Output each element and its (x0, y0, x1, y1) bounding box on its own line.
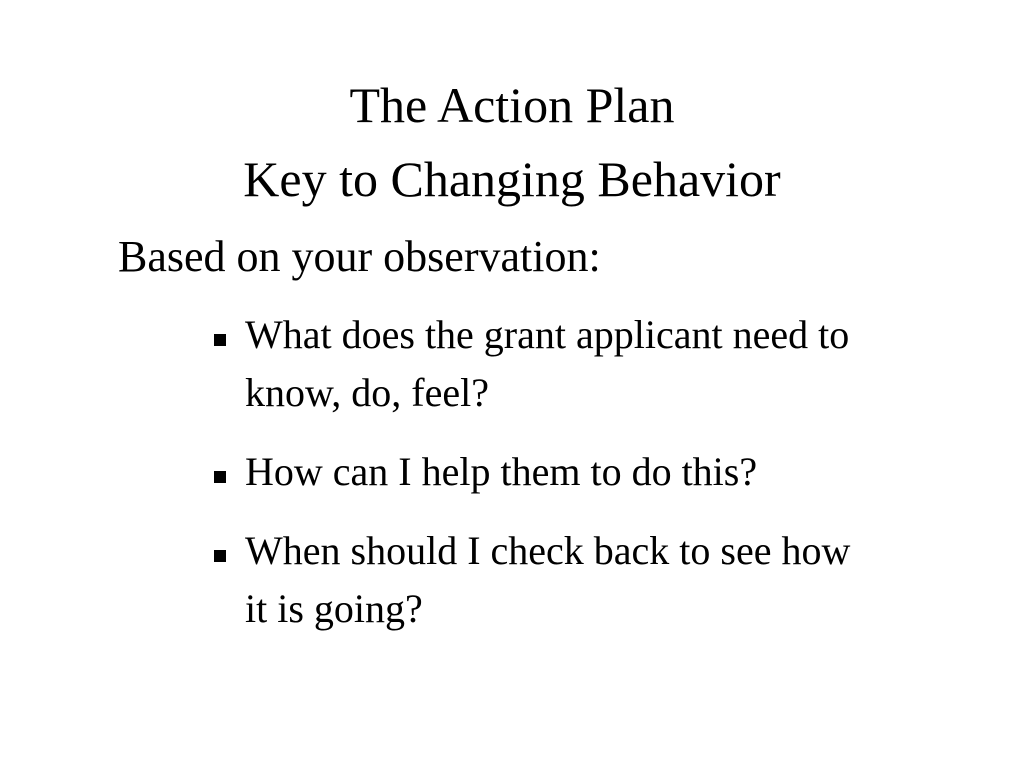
bullet-text: How can I help them to do this? (245, 449, 758, 494)
square-bullet-icon (214, 334, 226, 346)
bullet-list (210, 306, 870, 659)
title-line-2: Key to Changing Behavior (243, 151, 781, 207)
bullet-text: What does the grant applicant need to know, do, feel? (245, 312, 850, 415)
slide-title (0, 68, 1024, 216)
bullet-item (210, 522, 870, 638)
square-bullet-icon (214, 550, 226, 562)
bullet-item (210, 443, 870, 501)
bullet-text: When should I check back to see how it is going? (245, 528, 851, 631)
title-line-1: The Action Plan (349, 77, 675, 133)
intro-text: Based on your observation: (118, 232, 601, 281)
bullet-item (210, 306, 870, 422)
square-bullet-icon (214, 471, 226, 483)
